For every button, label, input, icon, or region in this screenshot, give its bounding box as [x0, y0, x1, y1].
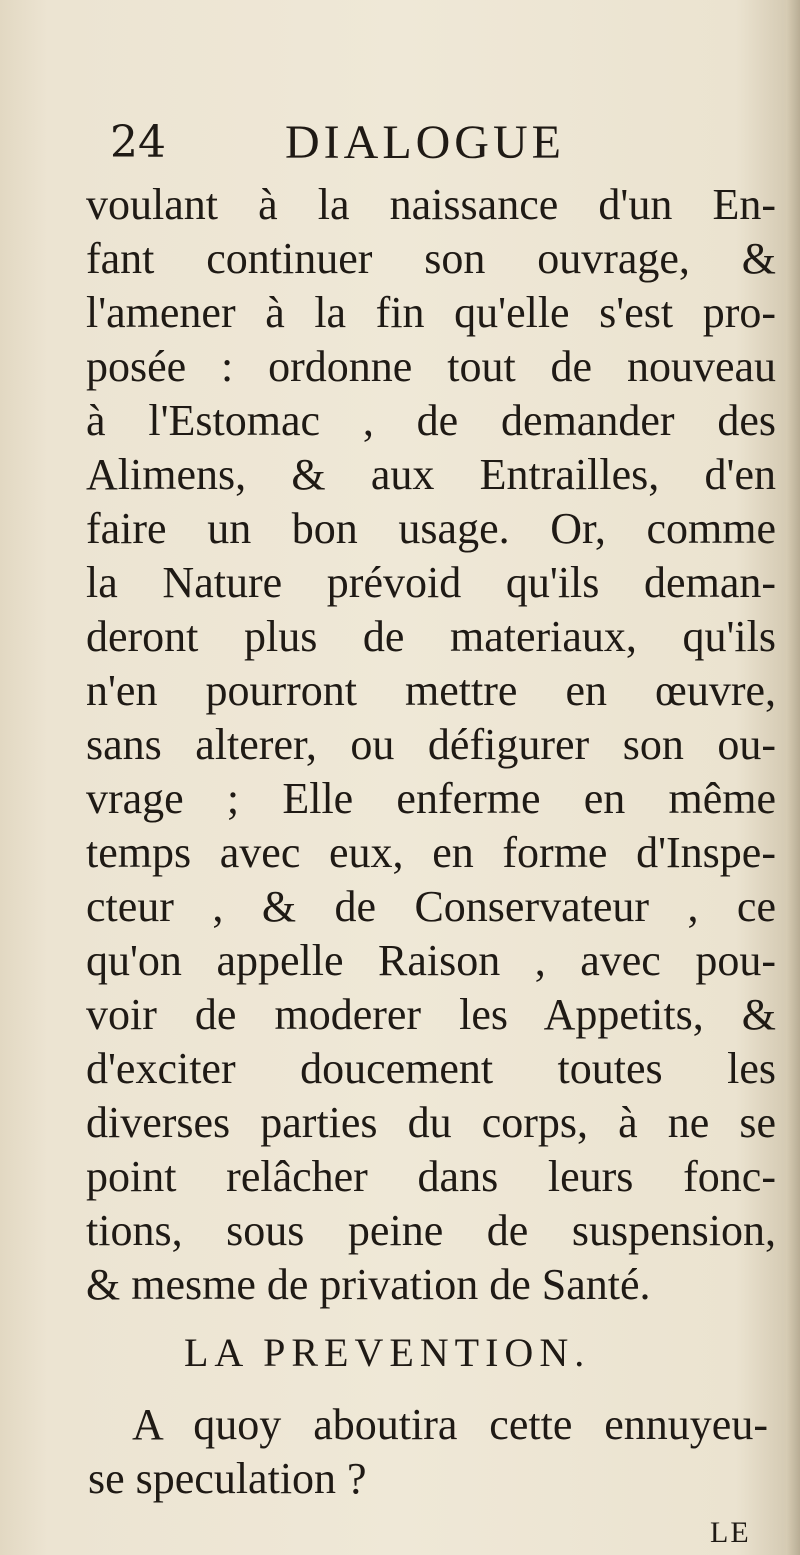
- speaker-heading: LA PREVENTION.: [184, 1330, 591, 1375]
- text-line: temps avec eux, en forme d'Inspe-: [86, 828, 776, 877]
- text-line: diverses parties du corps, à ne se: [86, 1098, 776, 1147]
- text-line: point relâcher dans leurs fonc-: [86, 1152, 776, 1201]
- catchword: LE: [710, 1516, 751, 1549]
- text-line: faire un bon usage. Or, comme: [86, 504, 776, 553]
- text-line: à l'Estomac , de demander des: [86, 396, 776, 445]
- page-edge-shadow: [786, 0, 800, 1555]
- text-line: qu'on appelle Raison , avec pou-: [86, 936, 776, 985]
- text-line: fant continuer son ouvrage, &: [86, 234, 776, 283]
- text-line: A quoy aboutira cette ennuyeu-: [132, 1400, 768, 1449]
- text-line: l'amener à la fin qu'elle s'est pro-: [86, 288, 776, 337]
- text-line: deront plus de materiaux, qu'ils: [86, 612, 776, 661]
- text-line: vrage ; Elle enferme en même: [86, 774, 776, 823]
- text-line: tions, sous peine de suspension,: [86, 1206, 776, 1255]
- page-header: [110, 108, 750, 178]
- text-line: cteur , & de Conservateur , ce: [86, 882, 776, 931]
- text-line: Alimens, & aux Entrailles, d'en: [86, 450, 776, 499]
- text-line: la Nature prévoid qu'ils deman-: [86, 558, 776, 607]
- page-number: 24: [110, 117, 166, 168]
- text-line: n'en pourront mettre en œuvre,: [86, 666, 776, 715]
- body-paragraph: [86, 178, 776, 1312]
- text-line: posée : ordonne tout de nouveau: [86, 342, 776, 391]
- text-line: se speculation ?: [88, 1454, 367, 1503]
- running-title: DIALOGUE: [285, 116, 565, 169]
- text-line: sans alterer, ou défigurer son ou-: [86, 720, 776, 769]
- text-line: voulant à la naissance d'un En-: [86, 180, 776, 229]
- text-line: d'exciter doucement toutes les: [86, 1044, 776, 1093]
- reply-paragraph: [88, 1398, 768, 1506]
- text-line: & mesme de privation de Santé.: [86, 1260, 651, 1309]
- text-line: voir de moderer les Appetits, &: [86, 990, 776, 1039]
